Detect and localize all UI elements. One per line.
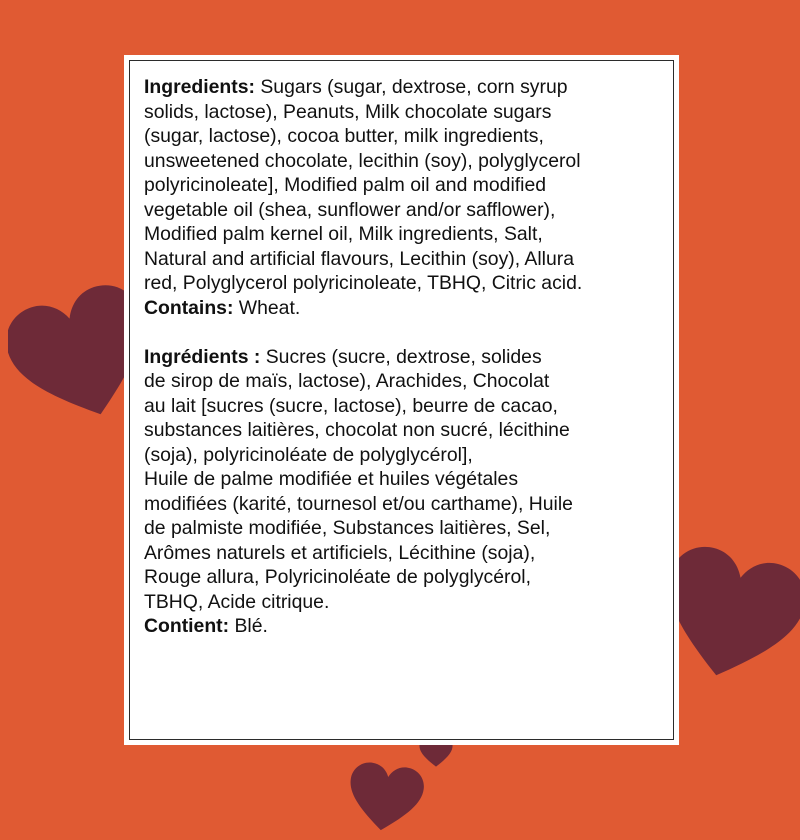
english-ingredients-line — [144, 75, 668, 100]
french-ingredients-text: Arômes naturels et artificiels, Lécithine (soja), — [144, 541, 536, 564]
french-contains-text: Blé. — [229, 615, 268, 637]
french-ingredients-text: (soja), polyricinoléate de polyglycérol], — [144, 443, 473, 466]
english-ingredients-text: polyricinoleate], Modified palm oil and modified — [144, 174, 547, 196]
ingredients-label — [124, 55, 679, 745]
english-ingredients-heading: Ingredients: — [144, 76, 255, 98]
english-ingredients-text: red, Polyglycerol polyricinoleate, TBHQ, Citric acid. — [144, 272, 583, 294]
english-contains-heading: Contains: — [144, 296, 234, 319]
french-ingredients-text: substances laitières, chocolat non sucré, lécithine — [144, 419, 570, 441]
heart-icon — [345, 760, 425, 840]
french-ingredients-text: TBHQ, Acide citrique. — [144, 590, 330, 613]
french-ingredients-text: au lait [sucres (sucre, lactose), beurre de cacao, — [144, 394, 558, 417]
french-contains-heading: Contient: — [144, 615, 230, 637]
french-ingredients-heading: Ingrédients : — [144, 345, 261, 368]
english-ingredients-text: Modified palm kernel oil, Milk ingredients, Salt, — [144, 223, 543, 245]
french-ingredients-text: Huile de palme modifiée et huiles végétales — [144, 468, 519, 490]
english-ingredients-text: solids, lactose), Peanuts, Milk chocolate sugars — [144, 100, 552, 123]
french-ingredients-line — [144, 345, 668, 370]
french-ingredients-text: Sucres (sucre, dextrose, solides — [260, 345, 542, 368]
french-ingredients-text: modifiées (karité, tournesol et/ou carthame), Huile — [144, 492, 573, 515]
french-contains-line — [144, 614, 668, 639]
label-text-block — [135, 66, 668, 734]
english-ingredients-text: unsweetened chocolate, lecithin (soy), polyglycerol — [144, 149, 581, 172]
french-ingredients-text: de sirop de maïs, lactose), Arachides, Chocolat — [144, 370, 550, 392]
french-ingredients-text: Rouge allura, Polyricinoléate de polyglycérol, — [144, 566, 531, 588]
english-ingredients-text: vegetable oil (shea, sunflower and/or safflower), — [144, 198, 556, 221]
english-ingredients-text: Sugars (sugar, dextrose, corn syrup — [254, 76, 568, 98]
french-ingredients-text: de palmiste modifiée, Substances laitières, Sel, — [144, 517, 551, 539]
english-contains-text: Wheat. — [233, 296, 301, 319]
english-ingredients-text: (sugar, lactose), cocoa butter, milk ingredients, — [144, 125, 544, 147]
english-ingredients-text: Natural and artificial flavours, Lecithin (soy), Allura — [144, 247, 575, 270]
english-contains-line — [144, 296, 668, 321]
